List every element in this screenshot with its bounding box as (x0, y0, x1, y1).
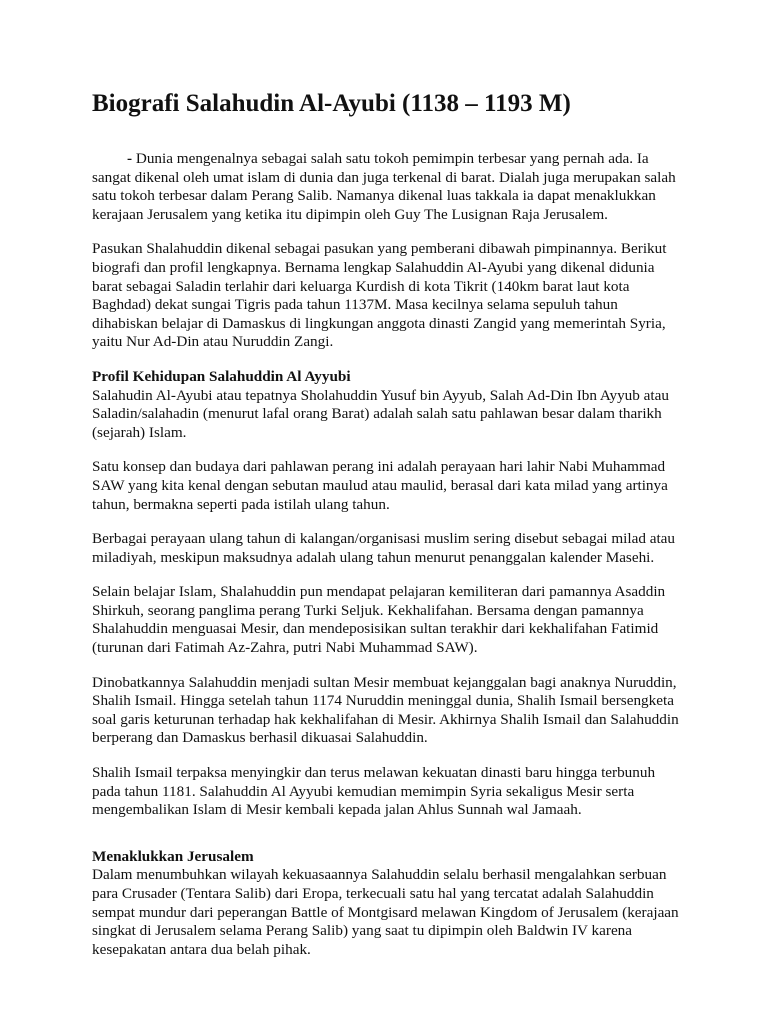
paragraph-jerusalem: Dalam menumbuhkan wilayah kekuasaannya Salahuddin selalu berhasil mengalahkan serbuan para Crusader (Tentara Salib) dari Eropa, terkecuali satu hal yang tercatat adalah Salahuddin sempat mundur dari peperangan Battle of Montgisard melawan Kingdom of Jerusalem (kerajaan singkat di Jerusalem selama Perang Salib) yang saat tu dipimpin oleh Baldwin IV karena kesepakatan antara dua belah pihak. (92, 866, 679, 958)
heading-profil: Profil Kehidupan Salahuddin Al Ayyubi (92, 367, 351, 385)
paragraph-pasukan: Pasukan Shalahuddin dikenal sebagai pasukan yang pemberani dibawah pimpinannya. Berikut biografi dan profil lengkapnya. Bernama lengkap Salahuddin Al-Ayubi yang dikenal didunia barat sebagai Saladin terlahir dari keluarga Kurdish di kota Tikrit (140km barat laut kota Baghdad) dekat sungai Tigris pada tahun 1137M. Masa kecilnya selama sepuluh tahun dihabiskan belajar di Damaskus di lingkungan anggota dinasti Zangid yang memerintah Syria, yaitu Nur Ad-Din atau Nuruddin Zangi. (92, 240, 667, 351)
paragraph-belajar: Selain belajar Islam, Shalahuddin pun mendapat pelajaran kemiliteran dari pamannya Asaddin Shirkuh, seorang panglima perang Turki Seljuk. Kekhalifahan. Bersama dengan pamannya Shalahuddin menguasai Mesir, dan mendeposisikan sultan terakhir dari kekhalifahan Fatimid (turunan dari Fatimah Az-Zahra, putri Nabi Muhammad SAW). (92, 583, 666, 657)
intro-dash: - (127, 150, 133, 167)
document-title: Biografi Salahudin Al-Ayubi (1138 – 1193 M) (92, 90, 571, 117)
section-jerusalem (92, 848, 682, 960)
paragraph-profil: Salahudin Al-Ayubi atau tepatnya Sholahuddin Yusuf bin Ayyub, Salah Ad-Din Ibn Ayyub atau Saladin/salahadin (menurut lafal orang Barat) adalah salah satu pahlawan besar dalam tharikh (sejarah) Islam. (92, 386, 669, 441)
paragraph-konsep: Satu konsep dan budaya dari pahlawan perang ini adalah perayaan hari lahir Nabi Muhammad SAW yang kita kenal dengan sebutan maulud atau maulid, berasal dari kata milad yang artinya tahun, bermakna seperti pada istilah ulang tahun. (92, 458, 668, 513)
paragraph-perayaan: Berbagai perayaan ulang tahun di kalangan/organisasi muslim sering disebut sebagai milad atau miladiyah, meskipun maksudnya adalah ulang tahun menurut penanggalan kalender Masehi. (92, 530, 676, 566)
paragraph-intro (92, 150, 682, 224)
document-page (92, 88, 682, 975)
paragraph-dinobatkan: Dinobatkannya Salahuddin menjadi sultan Mesir membuat kejanggalan bagi anaknya Nuruddin, Shalih Ismail. Hingga setelah tahun 1174 Nuruddin meninggal dunia, Shalih Ismail bersengketa soal garis keturunan terhadap hak kekhalifahan di Mesir. Akhirnya Shalih Ismail dan Salahuddin berperang dan Damaskus berhasil dikuasai Salahuddin. (92, 673, 679, 747)
paragraph-intro-text: Dunia mengenalnya sebagai salah satu tokoh pemimpin terbesar yang pernah ada. Ia sangat dikenal oleh umat islam di dunia dan juga terkenal di barat. Dialah juga merupakan salah satu tokoh terbesar dalam Perang Salib. Namanya dikenal luas takkala ia dapat menaklukkan kerajaan Jerusalem yang ketika itu dipimpin oleh Guy The Lusignan Raja Jerusalem. (92, 150, 676, 223)
paragraph-shalih: Shalih Ismail terpaksa menyingkir dan terus melawan kekuatan dinasti baru hingga terbunuh pada tahun 1181. Salahuddin Al Ayyubi kemudian memimpin Syria sekaligus Mesir serta mengembalikan Islam di Mesir kembali kepada jalan Ahlus Sunnah wal Jamaah. (92, 764, 656, 819)
heading-jerusalem: Menaklukkan Jerusalem (92, 847, 254, 865)
section-profil (92, 368, 682, 442)
